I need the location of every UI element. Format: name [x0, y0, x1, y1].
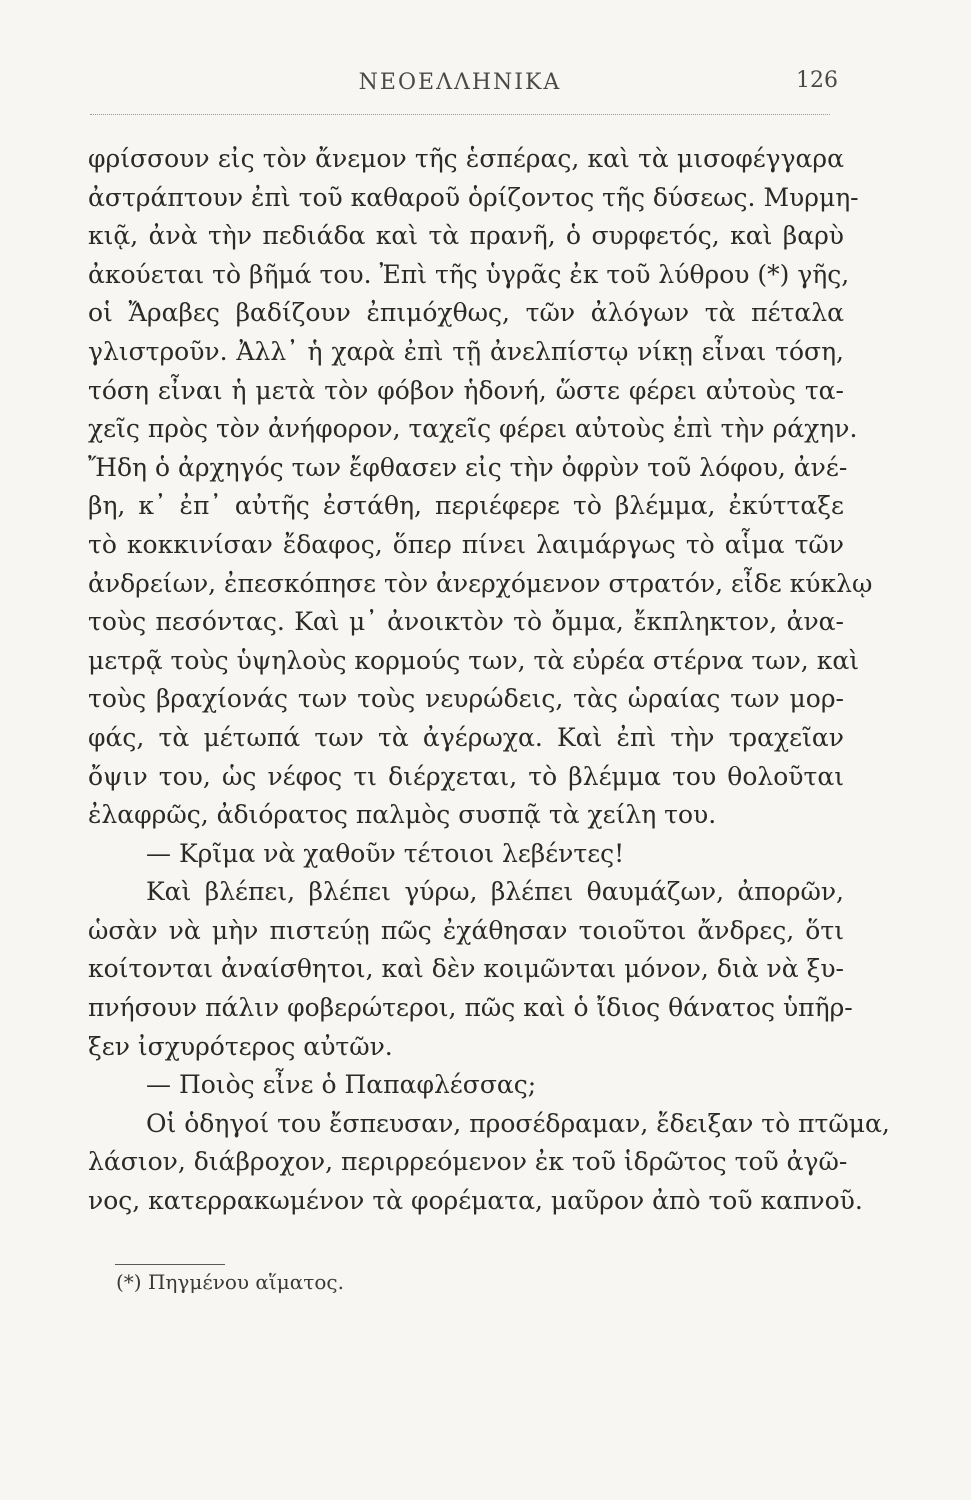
- text-line: φάς, τὰ μέτωπά των τὰ ἀγέρωχα. Καὶ ἐπὶ τὴν τραχεῖαν: [88, 722, 844, 752]
- text-line: Οἱ ὁδηγοί του ἔσπευσαν, προσέδραμαν, ἔδειξαν τὸ πτῶμα,: [146, 1108, 890, 1138]
- text-line: ἀκούεται τὸ βῆμά του. Ἐπὶ τῆς ὑγρᾶς ἐκ τοῦ λύθρου (*) γῆς,: [88, 259, 850, 289]
- text-line: τοὺς πεσόντας. Καὶ μ᾽ ἀνοικτὸν τὸ ὄμμα, ἔκπληκτον, ἀνα-: [88, 607, 844, 637]
- body-text: [88, 140, 890, 1221]
- running-head: [90, 64, 838, 104]
- header-rule: [90, 114, 830, 115]
- text-line: πνήσουν πάλιν φοβερώτεροι, πῶς καὶ ὁ ἴδιος θάνατος ὑπῆρ-: [88, 993, 853, 1023]
- footnote: (*) Πηγμένου αἵματος.: [116, 1270, 344, 1294]
- text-line: χεῖς πρὸς τὸν ἀνήφορον, ταχεῖς φέρει αὐτοὺς ἐπὶ τὴν ράχην.: [88, 414, 858, 444]
- text-line: ὄψιν του, ὡς νέφος τι διέρχεται, τὸ βλέμμα του θολοῦται: [88, 761, 844, 791]
- text-line: κοίτονται ἀναίσθητοι, καὶ δὲν κοιμῶνται μόνον, διὰ νὰ ξυ-: [88, 954, 844, 984]
- text-line: τὸ κοκκινίσαν ἔδαφος, ὅπερ πίνει λαιμάργως τὸ αἷμα τῶν: [88, 529, 844, 559]
- dialogue-line: — Ποιὸς εἶνε ὁ Παπαφλέσσας;: [146, 1070, 537, 1100]
- page-number: 126: [796, 68, 838, 93]
- footnote-rule: [115, 1264, 225, 1265]
- text-line: φρίσσουν εἰς τὸν ἄνεμον τῆς ἑσπέρας, καὶ τὰ μισοφέγγαρα: [88, 144, 844, 173]
- running-title: ΝΕΟΕΛΛΗΝΙΚΑ: [358, 70, 562, 95]
- text-line: ἀνδρείων, ἐπεσκόπησε τὸν ἀνερχόμενον στρατόν, εἶδε κύκλῳ: [88, 568, 873, 598]
- text-line: μετρᾷ τοὺς ὑψηλοὺς κορμούς των, τὰ εὐρέα στέρνα των, καὶ: [88, 645, 860, 675]
- text-line: ξεν ἰσχυρότερος αὐτῶν.: [88, 1031, 393, 1061]
- text-line: νος, κατερρακωμένον τὰ φορέματα, μαῦρον ἀπὸ τοῦ καπνοῦ.: [88, 1186, 863, 1216]
- text-line: γλιστροῦν. Ἀλλ᾽ ἡ χαρὰ ἐπὶ τῇ ἀνελπίστῳ νίκῃ εἶναι τόση,: [88, 336, 844, 366]
- text-line: λάσιον, διάβροχον, περιρρεόμενον ἐκ τοῦ ἱδρῶτος τοῦ ἀγῶ-: [88, 1147, 848, 1177]
- text-line: τόση εἶναι ἡ μετὰ τὸν φόβον ἡδονή, ὥστε φέρει αὐτοὺς τα-: [88, 375, 844, 405]
- text-line: ἀστράπτουν ἐπὶ τοῦ καθαροῦ ὁρίζοντος τῆς δύσεως. Μυρμη-: [88, 182, 859, 212]
- text-line: κιᾷ, ἀνὰ τὴν πεδιάδα καὶ τὰ πρανῆ, ὁ συρφετός, καὶ βαρὺ: [88, 221, 844, 251]
- text-line: βη, κ᾽ ἐπ᾽ αὐτῆς ἐστάθη, περιέφερε τὸ βλέμμα, ἐκύτταξε: [88, 491, 844, 521]
- dialogue-line: — Κρῖμα νὰ χαθοῦν τέτοιοι λεβέντες!: [146, 838, 625, 868]
- text-line: τοὺς βραχίονάς των τοὺς νευρώδεις, τὰς ὡραίας των μορ-: [88, 684, 844, 714]
- text-line: Καὶ βλέπει, βλέπει γύρω, βλέπει θαυμάζων, ἀπορῶν,: [146, 877, 844, 907]
- text-line: ὡσὰν νὰ μὴν πιστεύῃ πῶς ἐχάθησαν τοιοῦτοι ἄνδρες, ὅτι: [88, 915, 844, 945]
- text-line: οἱ Ἄραβες βαδίζουν ἐπιμόχθως, τῶν ἀλόγων τὰ πέταλα: [88, 298, 844, 328]
- text-line: Ἤδη ὁ ἀρχηγός των ἔφθασεν εἰς τὴν ὀφρὺν τοῦ λόφου, ἀνέ-: [88, 452, 848, 482]
- text-line: ἐλαφρῶς, ἀδιόρατος παλμὸς συσπᾷ τὰ χείλη του.: [88, 800, 717, 830]
